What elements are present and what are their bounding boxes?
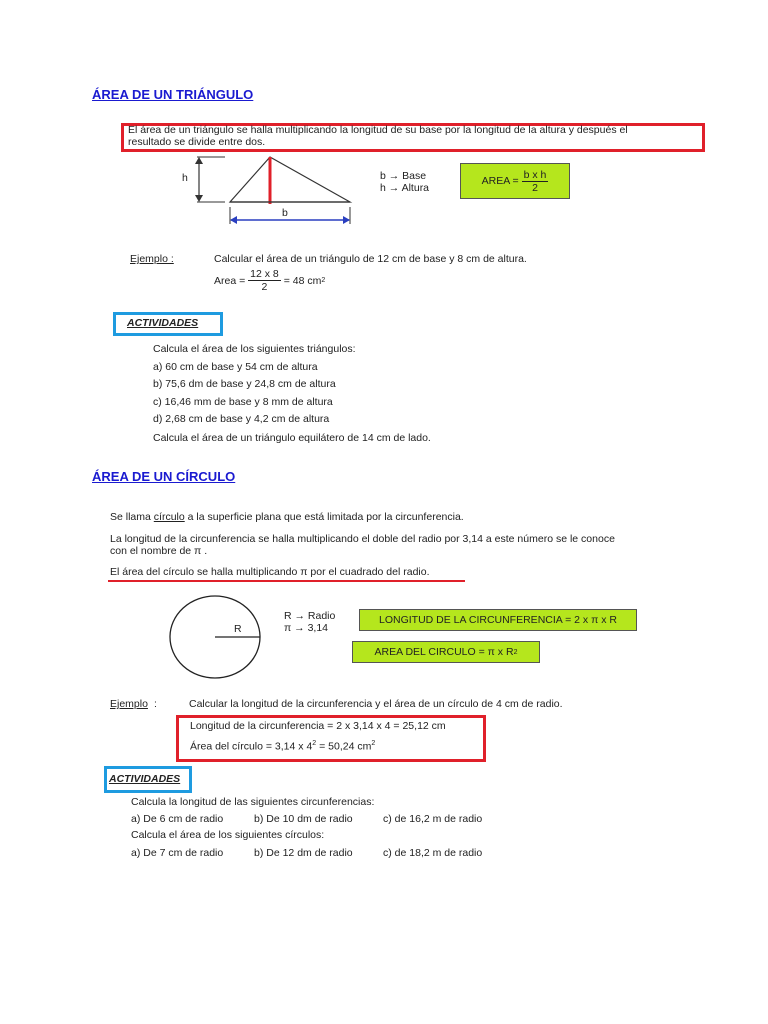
circle-act-area-c: c) de 18,2 m de radio [383,847,483,859]
circle-example-colon: : [154,698,157,710]
circle-area-formula-text: AREA DEL CIRCULO = π x R [374,646,514,658]
triangle-heading: ÁREA DE UN TRIÁNGULO [92,87,254,102]
area-exp2: 2 [371,740,376,747]
triangle-diagram [175,152,365,232]
example-denominator: 2 [261,281,268,293]
circle-example-text: Calcular la longitud de la circunferencia y el área de un círculo de 4 cm de radio. [189,698,563,710]
example-exponent: 2 [321,277,326,284]
legend-base: b → Base [380,170,427,182]
legend-radius: R → Radio [284,610,336,622]
triangle-activity-4: d) 2,68 cm de base y 4,2 cm de altura [153,413,330,425]
circle-act-area-title: Calcula el área de los siguientes círculos: [131,829,325,841]
circle-act-length-title: Calcula la longitud de las siguientes circunferencias: [131,796,375,808]
triangle-definition-line1: El área de un triángulo se halla multiplicando la longitud de su base por la longitud de la altura y después el [128,124,628,136]
circle-intro-pre: Se llama [110,511,154,523]
example-lhs: Area = [214,274,246,287]
circle-example-area [190,740,375,753]
circle-intro [110,511,464,523]
circle-act-area-a: a) De 7 cm de radio [131,847,224,859]
triangle-example-calc [214,268,325,293]
triangle-activity-5: Calcula el área de un triángulo equilátero de 14 cm de lado. [153,432,431,444]
circle-r-label: R [234,623,242,635]
circle-act-length-c: c) de 16,2 m de radio [383,813,483,825]
triangle-shape [230,157,350,202]
circle-intro-word: círculo [153,511,185,523]
circle-activities-label: ACTIVIDADES [109,773,181,785]
circle-area-rule: El área del círculo se halla multiplicando π por el cuadrado del radio. [110,566,430,578]
area-mid: = 50,24 cm [316,740,372,753]
circle-length-line2: con el nombre de π . [110,545,208,557]
circle-intro-post: a la superficie plana que está limitada por la circunferencia. [184,511,464,523]
circle-heading: ÁREA DE UN CÍRCULO [92,469,236,484]
formula-denominator: 2 [532,181,538,194]
circle-area-formula [352,641,540,663]
triangle-activity-2: b) 75,6 dm de base y 24,8 cm de altura [153,378,336,390]
circle-act-length-b: b) De 10 dm de radio [254,813,353,825]
area-rule-underline [108,580,465,582]
legend-pi: π → 3,14 [284,622,329,634]
circle-length-line1: La longitud de la circunferencia se halla multiplicando el doble del radio por 3,14 a este número se le conoce [110,533,615,545]
formula-lhs: AREA = [481,175,519,187]
area-pre: Área del círculo = 3,14 x 4 [190,740,313,753]
triangle-definition-line2: resultado se divide entre dos. [128,136,266,148]
example-fraction [248,268,281,293]
legend-height: h → Altura [380,182,430,194]
triangle-activity-0: Calcula el área de los siguientes triángulos: [153,343,356,355]
triangle-area-formula [460,163,570,199]
formula-fraction [522,169,549,194]
example-result: = 48 cm [283,274,322,287]
circle-example-label: Ejemplo [110,698,148,710]
formula-numerator: b x h [523,168,547,181]
triangle-activity-1: a) 60 cm de base y 54 cm de altura [153,361,318,373]
triangle-example-label: Ejemplo : [130,253,174,265]
circle-act-length-a: a) De 6 cm de radio [131,813,224,825]
triangle-h-label: h [182,172,188,184]
circle-area-formula-exp: 2 [513,648,518,656]
triangle-activities-label: ACTIVIDADES [127,317,199,329]
circle-example-length: Longitud de la circunferencia = 2 x 3,14 x 4 = 25,12 cm [190,720,446,732]
circle-example-label-wrap [110,698,148,710]
area-exp1: 2 [312,740,317,747]
triangle-b-label: b [282,207,288,219]
triangle-activity-3: c) 16,46 mm de base y 8 mm de altura [153,396,333,408]
circle-diagram [168,594,268,684]
triangle-example-text: Calcular el área de un triángulo de 12 cm de base y 8 cm de altura. [214,253,527,265]
example-numerator: 12 x 8 [250,268,279,280]
circle-act-area-b: b) De 12 dm de radio [254,847,353,859]
circumference-formula: LONGITUD DE LA CIRCUNFERENCIA = 2 x π x R [359,609,637,631]
